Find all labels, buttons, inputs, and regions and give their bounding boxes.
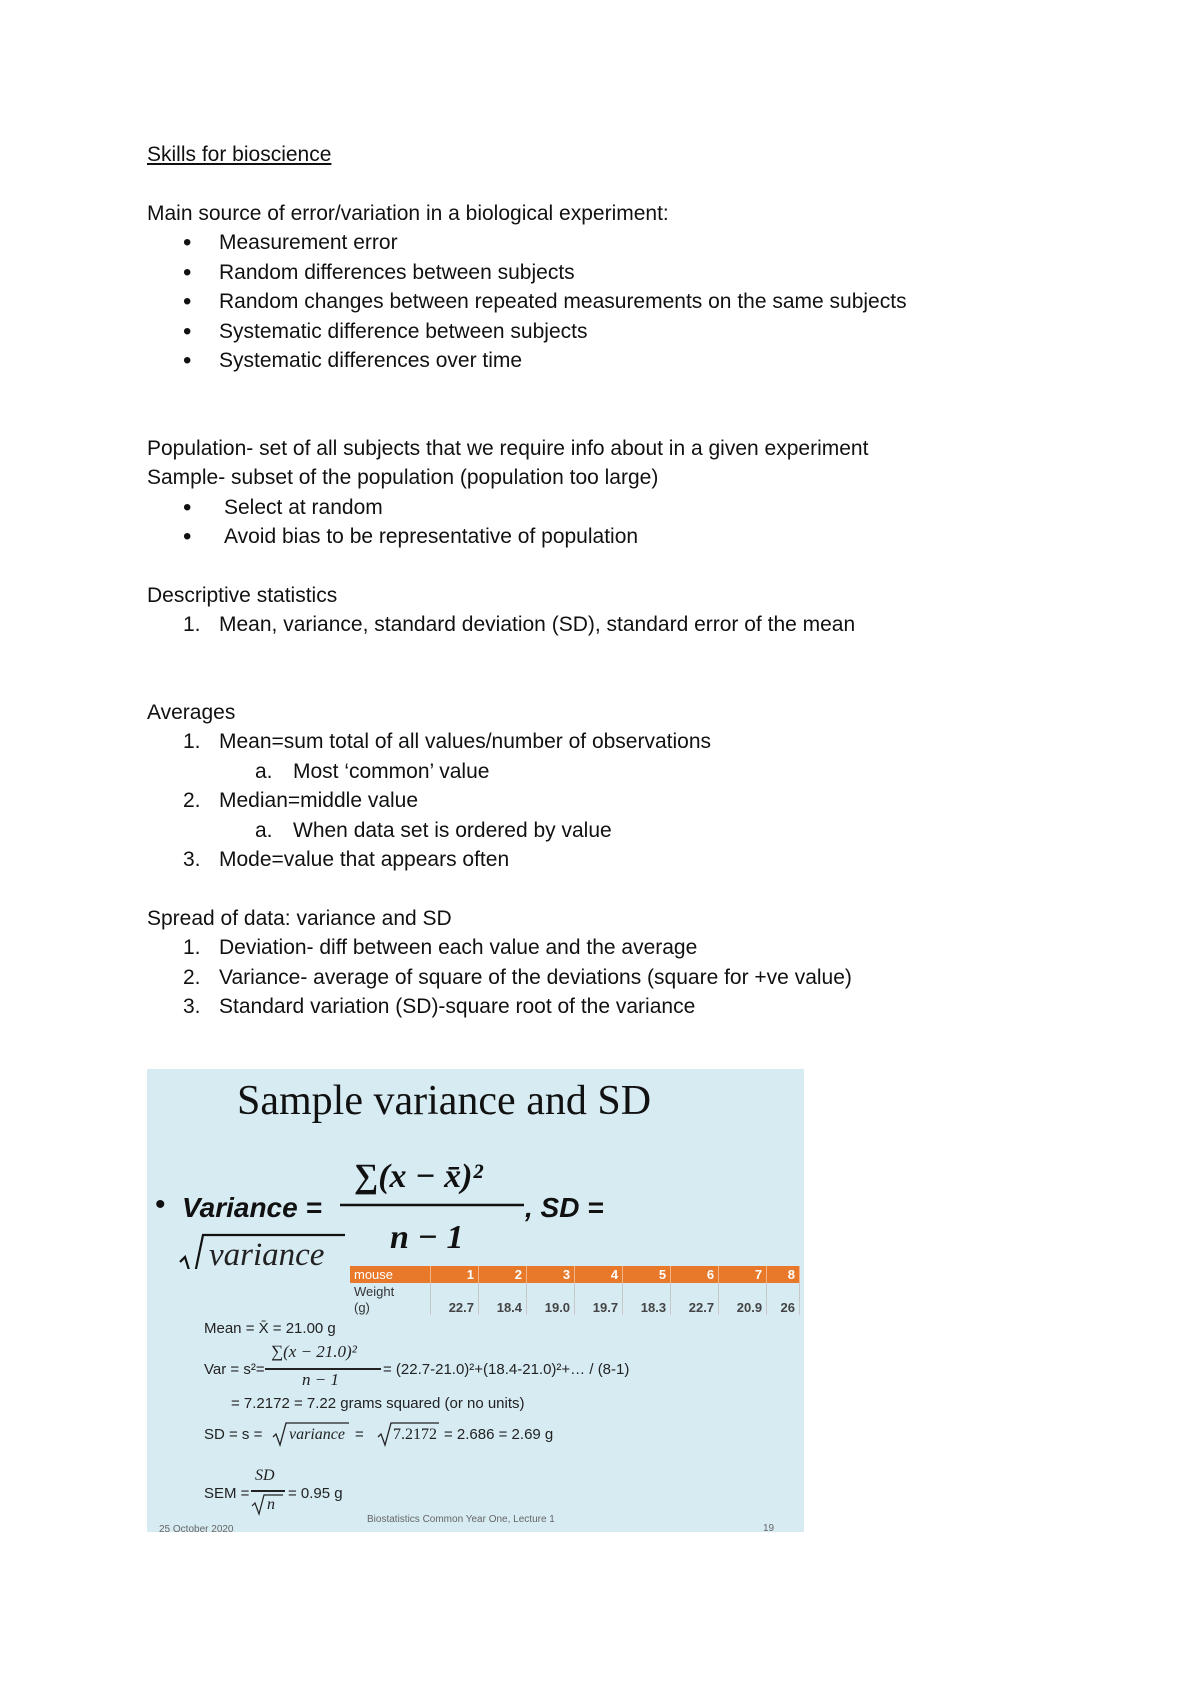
sd-sqrt-arg: variance <box>289 1426 345 1443</box>
mean-line: Mean = X̄ = 21.00 g <box>204 1320 336 1337</box>
table-cell: 8 <box>767 1266 800 1283</box>
list-item: • Systematic difference between subjects <box>147 317 1087 347</box>
table-cell: 3 <box>527 1266 575 1283</box>
table-cell: 18.3 <box>623 1299 671 1315</box>
averages-heading: Averages <box>147 700 236 724</box>
table-cell: 26 <box>767 1299 800 1315</box>
variance-denominator: n − 1 <box>390 1219 464 1256</box>
sd-equals: = <box>355 1426 364 1443</box>
table-row-label: (g) <box>350 1299 431 1315</box>
table-cell: 22.7 <box>671 1299 719 1315</box>
document-body <box>147 140 1087 1022</box>
list-item: • Random changes between repeated measurements on the same subjects <box>147 287 1087 317</box>
sem-denominator: n <box>267 1496 275 1513</box>
list-item: 1. Deviation- diff between each value and the average <box>183 936 698 959</box>
table-row <box>350 1283 800 1299</box>
list-item: • Systematic differences over time <box>147 346 1087 376</box>
list-item: 3. Standard variation (SD)-square root of the variance <box>183 995 696 1018</box>
list-item: 2. Variance- average of square of the deviations (square for +ve value) <box>183 965 852 989</box>
variance-numerator: ∑(x − x̄)² <box>354 1158 483 1195</box>
lecture-slide-image <box>147 1069 804 1532</box>
table-cell: 7 <box>719 1266 767 1283</box>
var-expansion: = (22.7-21.0)²+(18.4-21.0)²+… / (8-1) <box>383 1361 630 1378</box>
sqrt-argument: variance <box>209 1237 325 1273</box>
population-definition: Population- set of all subjects that we require info about in a given experiment <box>147 436 869 460</box>
list-item: • Measurement error <box>147 228 1087 258</box>
table-cell: 6 <box>671 1266 719 1283</box>
list-item: • Random differences between subjects <box>147 258 1087 288</box>
sem-result: = 0.95 g <box>288 1485 343 1502</box>
table-cell: 22.7 <box>431 1299 479 1315</box>
slide-bullet: • <box>155 1188 166 1221</box>
sample-definition: Sample- subset of the population (population too large) <box>147 466 659 489</box>
table-row-label: Weight <box>350 1283 431 1299</box>
table-cell: 18.4 <box>479 1299 527 1315</box>
table-cell: 4 <box>575 1266 623 1283</box>
var-prefix: Var = s²= <box>204 1361 265 1378</box>
var-result: = 7.2172 = 7.22 grams squared (or no units) <box>231 1395 525 1412</box>
table-header-row <box>350 1266 800 1283</box>
list-item: 1. Mean=sum total of all values/number of observations <box>183 730 712 753</box>
sem-prefix: SEM = <box>204 1485 250 1502</box>
averages-list <box>147 727 1087 875</box>
slide-footer-title: Biostatistics Common Year One, Lecture 1 <box>367 1514 555 1525</box>
sd-sqrt-value: 7.2172 <box>393 1426 437 1443</box>
mouse-weight-table <box>350 1266 800 1315</box>
sd-result: = 2.686 = 2.69 g <box>444 1426 554 1443</box>
list-item: 3. Mode=value that appears often <box>183 848 510 871</box>
sd-label: , SD = <box>525 1192 604 1223</box>
table-cell: 1 <box>431 1266 479 1283</box>
sd-prefix: SD = s = <box>204 1426 263 1443</box>
table-cell: 5 <box>623 1266 671 1283</box>
var-numerator: ∑(x − 21.0)² <box>271 1342 357 1361</box>
sub-list-item: a. When data set is ordered by value <box>255 818 612 842</box>
slide-footer-date: 25 October 2020 <box>159 1524 234 1532</box>
slide-footer-page: 19 <box>763 1523 775 1532</box>
var-denominator: n − 1 <box>302 1370 339 1389</box>
page-title: Skills for bioscience <box>147 143 332 166</box>
table-cell: 19.7 <box>575 1299 623 1315</box>
sub-list-item: a. Most ‘common’ value <box>255 759 490 783</box>
sem-numerator: SD <box>255 1467 275 1484</box>
spread-heading: Spread of data: variance and SD <box>147 906 452 930</box>
table-cell: 19.0 <box>527 1299 575 1315</box>
table-row <box>350 1299 800 1315</box>
descriptive-list <box>147 610 1087 640</box>
table-header-label: mouse <box>350 1266 431 1283</box>
variance-label: Variance = <box>182 1192 322 1223</box>
error-list <box>147 228 1087 376</box>
table-cell: 20.9 <box>719 1299 767 1315</box>
slide-title: Sample variance and SD <box>237 1078 652 1124</box>
list-item: 1. Mean, variance, standard deviation (SD), standard error of the mean <box>183 613 856 636</box>
table-cell: 2 <box>479 1266 527 1283</box>
list-item: • Avoid bias to be representative of population <box>147 522 1087 552</box>
list-item: • Select at random <box>147 493 1087 523</box>
spread-list <box>147 933 1087 1022</box>
sample-list <box>147 493 1087 552</box>
error-heading: Main source of error/variation in a biological experiment: <box>147 201 669 225</box>
descriptive-heading: Descriptive statistics <box>147 583 338 607</box>
list-item: 2. Median=middle value <box>183 789 419 812</box>
